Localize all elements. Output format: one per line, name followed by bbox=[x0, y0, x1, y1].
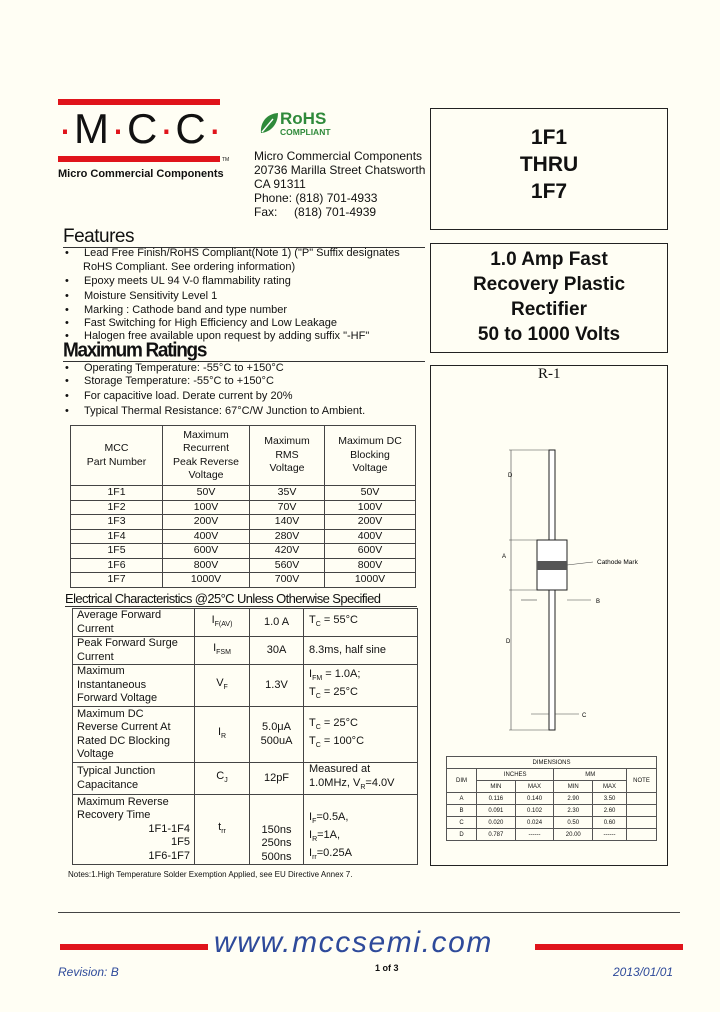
dim-cell: B bbox=[447, 805, 477, 817]
electrical-title: Electrical Characteristics @25°C Unless Otherwise Specified bbox=[65, 591, 381, 606]
feature-item: • Marking : Cathode band and type number bbox=[62, 304, 432, 317]
ec-symbol: $V_F$ bbox=[195, 665, 250, 707]
dim-col-header: INCHES bbox=[477, 769, 554, 781]
features-list bbox=[62, 247, 432, 342]
dimensions-table bbox=[446, 756, 657, 841]
desc-line-3: Rectifier bbox=[510, 299, 588, 320]
ec-condition: 8.3ms, half sine bbox=[304, 637, 418, 665]
ec-row bbox=[73, 637, 418, 665]
max-ratings-table bbox=[70, 425, 416, 588]
website-url[interactable]: www.mccsemi.com bbox=[214, 926, 494, 959]
dim-cell: ------ bbox=[515, 829, 554, 841]
electrical-table bbox=[72, 608, 418, 865]
cell: 1000V bbox=[163, 573, 250, 588]
dim-cell: 0.020 bbox=[477, 817, 516, 829]
diode-lead-bottom bbox=[549, 590, 555, 730]
cell: 280V bbox=[250, 529, 325, 544]
table-row bbox=[71, 500, 416, 515]
dim-cell: 0.140 bbox=[515, 793, 554, 805]
ec-value: 30A bbox=[250, 637, 304, 665]
dim-cell: C bbox=[447, 817, 477, 829]
feature-item: • Moisture Sensitivity Level 1 bbox=[62, 290, 432, 303]
dim-cell: 0.102 bbox=[515, 805, 554, 817]
ec-row bbox=[73, 609, 418, 637]
dim-subheader-row bbox=[447, 781, 657, 793]
ec-symbol: $I_{FSM}$ bbox=[195, 637, 250, 665]
dim-sub-header: MAX bbox=[593, 781, 627, 793]
cell: 50V bbox=[325, 486, 416, 501]
cell: 1F1 bbox=[71, 486, 163, 501]
cell: 420V bbox=[250, 544, 325, 559]
cell: 100V bbox=[325, 500, 416, 515]
dim-cell: 0.60 bbox=[593, 817, 627, 829]
cell: 100V bbox=[163, 500, 250, 515]
ec-row bbox=[73, 795, 418, 865]
cell: 800V bbox=[163, 558, 250, 573]
dim-cell: A bbox=[447, 793, 477, 805]
feature-item: • Epoxy meets UL 94 V-0 flammability rating bbox=[62, 275, 432, 288]
dim-cell: D bbox=[447, 829, 477, 841]
part-thru: THRU bbox=[519, 153, 579, 176]
dim-label-c: C bbox=[582, 713, 587, 719]
ec-symbol: $C_J$ bbox=[195, 763, 250, 795]
col-header: Maximum DC Blocking Voltage bbox=[325, 426, 416, 486]
address-line: CA 91311 bbox=[254, 177, 306, 191]
description-box bbox=[430, 243, 668, 353]
ec-value: 5.0μA 500uA bbox=[250, 707, 304, 763]
cell: 560V bbox=[250, 558, 325, 573]
ec-condition: Measured at 1.0MHz, $V_R=4.0V$ bbox=[304, 763, 418, 795]
address-line: 20736 Marilla Street Chatsworth bbox=[254, 163, 426, 177]
ec-parameter: Average Forward Current bbox=[73, 609, 195, 637]
rohs-compliant: COMPLIANT bbox=[280, 127, 331, 137]
footnote: Notes:1.High Temperature Solder Exemption Applied, see EU Directive Annex 7. bbox=[68, 870, 353, 879]
cell: 600V bbox=[163, 544, 250, 559]
cell: 800V bbox=[325, 558, 416, 573]
dim-row bbox=[447, 793, 657, 805]
cell: 1F6 bbox=[71, 558, 163, 573]
cell: 1F2 bbox=[71, 500, 163, 515]
cell: 1F7 bbox=[71, 573, 163, 588]
dim-cell: 2.60 bbox=[593, 805, 627, 817]
dim-row bbox=[447, 829, 657, 841]
ec-parameter: Maximum DC Reverse Current At Rated DC Blocking Voltage bbox=[73, 707, 195, 763]
cell: 1F5 bbox=[71, 544, 163, 559]
doc-date: 2013/01/01 bbox=[613, 965, 674, 979]
company-logo: ·M·C·C· bbox=[58, 105, 224, 152]
dim-col-header: NOTE bbox=[627, 769, 657, 793]
feature-item: RoHS Compliant. See ordering information) bbox=[83, 260, 296, 273]
feature-item: • Fast Switching for High Efficiency and Low Leakage bbox=[62, 317, 432, 330]
fax-line: Fax: (818) 701-4939 bbox=[254, 205, 377, 219]
max-ratings-title: Maximum Ratings bbox=[63, 339, 207, 362]
max-ratings-list bbox=[62, 362, 432, 418]
trademark: TM bbox=[222, 157, 230, 163]
cathode-band bbox=[537, 561, 567, 570]
table-row bbox=[71, 573, 416, 588]
ec-row bbox=[73, 763, 418, 795]
ec-condition: $I_F=0.5A$, $I_R=1A$, $I_{rr}=0.25A$ bbox=[304, 795, 418, 865]
dim-label-d-bottom: D bbox=[506, 639, 511, 645]
cathode-mark-label: Cathode Mark bbox=[597, 559, 638, 566]
dim-cell: 0.787 bbox=[477, 829, 516, 841]
cell: 200V bbox=[325, 515, 416, 530]
cell: 70V bbox=[250, 500, 325, 515]
package-name: R-1 bbox=[538, 366, 561, 382]
dim-sub-header: MAX bbox=[515, 781, 554, 793]
cell: 50V bbox=[163, 486, 250, 501]
ec-value: 1.3V bbox=[250, 665, 304, 707]
cell: 200V bbox=[163, 515, 250, 530]
table-row bbox=[71, 515, 416, 530]
footer-left-bar bbox=[60, 944, 208, 950]
revision: Revision: B bbox=[58, 965, 119, 979]
dim-cell: 0.50 bbox=[554, 817, 593, 829]
cell: 400V bbox=[163, 529, 250, 544]
table-row bbox=[71, 529, 416, 544]
cell: 1F3 bbox=[71, 515, 163, 530]
table-header-row bbox=[71, 426, 416, 486]
ec-parameter: Maximum Instantaneous Forward Voltage bbox=[73, 665, 195, 707]
ec-symbol: $t_{rr}$ bbox=[195, 795, 250, 865]
dim-col-header: DIM bbox=[447, 769, 477, 793]
cell: 700V bbox=[250, 573, 325, 588]
dim-row bbox=[447, 805, 657, 817]
dim-cell bbox=[627, 817, 657, 829]
ec-symbol: $I_{F(AV)}$ bbox=[195, 609, 250, 637]
dim-cell: 20.00 bbox=[554, 829, 593, 841]
rating-item: • Storage Temperature: -55°C to +150°C bbox=[62, 375, 432, 388]
dim-cell: 2.90 bbox=[554, 793, 593, 805]
cell: 400V bbox=[325, 529, 416, 544]
table-row bbox=[71, 544, 416, 559]
cell: 1F4 bbox=[71, 529, 163, 544]
table-row bbox=[71, 486, 416, 501]
ec-row bbox=[73, 665, 418, 707]
dim-header-row bbox=[447, 769, 657, 781]
dim-cell: ------ bbox=[593, 829, 627, 841]
address-line: Micro Commercial Components bbox=[254, 149, 423, 163]
dim-row bbox=[447, 817, 657, 829]
ec-value: 12pF bbox=[250, 763, 304, 795]
dim-cell bbox=[627, 805, 657, 817]
dim-title-row bbox=[447, 757, 657, 769]
col-header: Maximum RMS Voltage bbox=[250, 426, 325, 486]
rating-item: • Typical Thermal Resistance: 67°C/W Junction to Ambient. bbox=[62, 405, 432, 418]
rating-item: • For capacitive load. Derate current by 20% bbox=[62, 390, 432, 403]
desc-line-1: 1.0 Amp Fast bbox=[490, 249, 608, 270]
dim-cell bbox=[627, 793, 657, 805]
ec-parameter: Maximum Reverse Recovery Time 1F1-1F4 1F5 1F6-1F7 bbox=[73, 795, 195, 865]
dim-cell bbox=[627, 829, 657, 841]
footer-rule bbox=[58, 912, 680, 913]
company-tagline: Micro Commercial Components bbox=[58, 168, 224, 180]
diode-drawing bbox=[431, 380, 667, 750]
part-number-box bbox=[430, 108, 668, 230]
dim-cell: 0.091 bbox=[477, 805, 516, 817]
desc-line-4: 50 to 1000 Volts bbox=[477, 324, 621, 345]
part-first: 1F1 bbox=[530, 126, 568, 149]
dim-cell: 3.50 bbox=[593, 793, 627, 805]
ec-condition: $T_C = 25^\circ C$ $T_C = 100^\circ C$ bbox=[304, 707, 418, 763]
rohs-leaf-icon bbox=[258, 111, 280, 135]
ec-value: 150ns 250ns 500ns bbox=[250, 795, 304, 865]
dim-label-b: B bbox=[596, 599, 601, 605]
rating-item: • Operating Temperature: -55°C to +150°C bbox=[62, 362, 432, 375]
cell: 1000V bbox=[325, 573, 416, 588]
col-header: MCC Part Number bbox=[71, 426, 163, 486]
feature-item: • Lead Free Finish/RoHS Compliant(Note 1) ("P" Suffix designates bbox=[62, 247, 432, 260]
ec-row bbox=[73, 707, 418, 763]
features-title: Features bbox=[63, 226, 134, 247]
electrical-underline bbox=[65, 606, 417, 607]
desc-line-2: Recovery Plastic bbox=[472, 274, 626, 295]
cell: 600V bbox=[325, 544, 416, 559]
dim-cell: 2.30 bbox=[554, 805, 593, 817]
dim-label-a: A bbox=[502, 554, 507, 560]
dim-col-header: MM bbox=[554, 769, 627, 781]
table-row bbox=[71, 558, 416, 573]
rohs-title: RoHS bbox=[280, 109, 327, 128]
logo-bottom-bar bbox=[58, 156, 220, 162]
phone-line: Phone: (818) 701-4933 bbox=[254, 191, 378, 205]
dim-label-d-top: D bbox=[508, 473, 513, 479]
dim-sub-header: MIN bbox=[554, 781, 593, 793]
ec-parameter: Peak Forward Surge Current bbox=[73, 637, 195, 665]
dim-title: DIMENSIONS bbox=[447, 757, 657, 769]
feature-item: • Halogen free available upon request by adding suffix "-HF" bbox=[62, 330, 432, 343]
page-number: 1 of 3 bbox=[375, 963, 399, 973]
ec-parameter: Typical Junction Capacitance bbox=[73, 763, 195, 795]
ec-value: 1.0 A bbox=[250, 609, 304, 637]
ec-symbol: $I_R$ bbox=[195, 707, 250, 763]
dim-cell: 0.024 bbox=[515, 817, 554, 829]
dim-cell: 0.116 bbox=[477, 793, 516, 805]
cell: 35V bbox=[250, 486, 325, 501]
col-header: Maximum Recurrent Peak Reverse Voltage bbox=[163, 426, 250, 486]
footer-right-bar bbox=[535, 944, 683, 950]
ec-condition: $I_{FM} = 1.0A$; $T_C = 25^\circ C$ bbox=[304, 665, 418, 707]
dim-sub-header: MIN bbox=[477, 781, 516, 793]
cell: 140V bbox=[250, 515, 325, 530]
ec-condition: $T_C = 55^\circ C$ bbox=[304, 609, 418, 637]
diode-lead-top bbox=[549, 450, 555, 540]
part-last: 1F7 bbox=[530, 180, 568, 203]
company-address bbox=[254, 149, 434, 219]
